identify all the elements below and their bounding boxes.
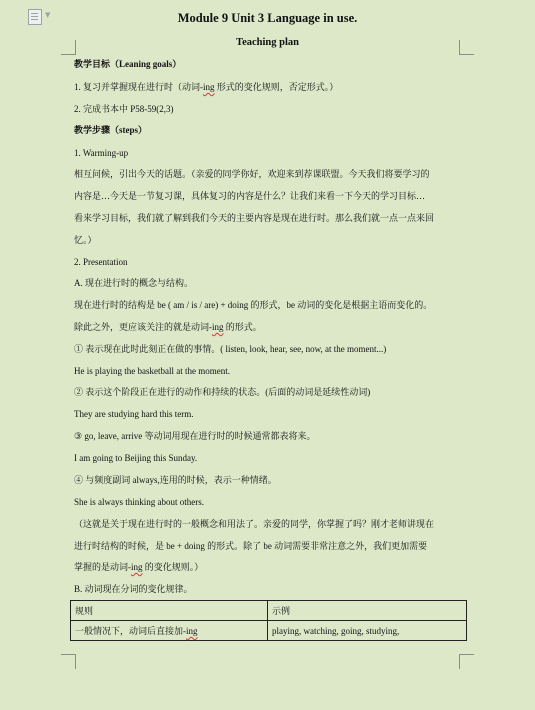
- paragraph-1-line-2: 内容是…今天是一节复习课，具体复习的内容是什么？让我们来看一下今天的学习目标…: [74, 191, 426, 201]
- paragraph-3-line-1: （这就是关于现在进行时的一般概念和用法了。亲爱的同学，你掌握了吗？刚才老师讲现在: [74, 519, 435, 529]
- goals-heading: 教学目标（Leaning goals）: [74, 59, 182, 69]
- paragraph-3-text-a: 掌握的是动词-: [74, 562, 131, 572]
- rule-text: 一般情况下，动词后直接加-: [75, 626, 186, 636]
- paragraph-2-text-a: 除此之外，更应该关注的就是动词-: [74, 322, 212, 332]
- goal-1-text-a: 1. 复习并掌握现在进行时（动词-: [74, 82, 203, 92]
- crop-mark-bottom-right: [459, 654, 474, 669]
- example-1: He is playing the basketball at the moment.: [74, 366, 230, 376]
- table-header-example: 示例: [268, 601, 467, 621]
- section-a-heading: A. 现在进行时的概念与结构。: [74, 278, 194, 288]
- paragraph-3-line-3: [74, 561, 203, 573]
- example-4: She is always thinking about others.: [74, 497, 204, 507]
- paragraph-3-line-2: 进行时结构的时候，是 be + doing 的形式。除了 be 动词需要非常注意之外，我们更加需要: [74, 541, 428, 551]
- usage-4: ④ 与频度副词 always,连用的时候，表示一种情绪。: [74, 475, 277, 485]
- goal-1-text-b: 形式的变化规则，否定形式。）: [214, 82, 339, 92]
- table-cell-rule: [71, 621, 268, 641]
- paragraph-2-text-b: 的形式。: [223, 322, 262, 332]
- table-header-row: [71, 601, 467, 621]
- rule-ing: ing: [186, 626, 198, 636]
- usage-3: ③ go, leave, arrive 等动词用现在进行时的时候通常都表将来。: [74, 431, 316, 441]
- paragraph-3-text-b: 的变化规则。）: [142, 562, 204, 572]
- rules-table: [70, 600, 467, 641]
- table-cell-example: playing, watching, going, studying,: [268, 621, 467, 641]
- document-subtitle: Teaching plan: [236, 37, 299, 48]
- paragraph-2-ing: ing: [212, 322, 224, 332]
- paragraph-3-ing: ing: [131, 562, 143, 572]
- paragraph-2-line-1: 现在进行时的结构是 be ( am / is / are) + doing 的形式，be 动词的变化是根据主语而变化的。: [74, 300, 433, 310]
- crop-mark-bottom-left: [61, 654, 76, 669]
- example-2: They are studying hard this term.: [74, 409, 194, 419]
- section-b-heading: B. 动词现在分词的变化规律。: [74, 584, 193, 594]
- warmup-heading: 1. Warming-up: [74, 148, 129, 158]
- document-title: Module 9 Unit 3 Language in use.: [177, 11, 358, 25]
- table-header-rule: 规则: [71, 601, 268, 621]
- table-row: [71, 621, 467, 641]
- usage-1: ① 表示现在此时此刻正在做的事情。( listen, look, hear, see, now, at the moment...): [74, 344, 387, 354]
- paragraph-2-line-2: [74, 321, 262, 333]
- steps-heading: 教学步骤（steps）: [74, 125, 148, 135]
- example-3: I am going to Beijing this Sunday.: [74, 453, 198, 463]
- usage-2: ② 表示这个阶段正在进行的动作和持续的状态。(后面的动词是延续性动词): [74, 387, 371, 397]
- paragraph-1-line-4: 忆。）: [74, 235, 97, 245]
- paragraph-1-line-3: 看来学习目标，我们就了解到我们今天的主要内容是现在进行时。那么我们就一点一点来回: [74, 213, 435, 223]
- goal-1: [74, 81, 338, 93]
- paragraph-1-line-1: 相互问候，引出今天的话题。（亲爱的同学你好，欢迎来到荐课联盟。今天我们将要学习的: [74, 169, 430, 179]
- dropdown-arrow-icon[interactable]: ▼: [45, 11, 51, 19]
- goal-1-ing: ing: [203, 82, 215, 92]
- presentation-heading: 2. Presentation: [74, 257, 128, 267]
- goal-2: 2. 完成书本中 P58-59(2,3): [74, 104, 174, 114]
